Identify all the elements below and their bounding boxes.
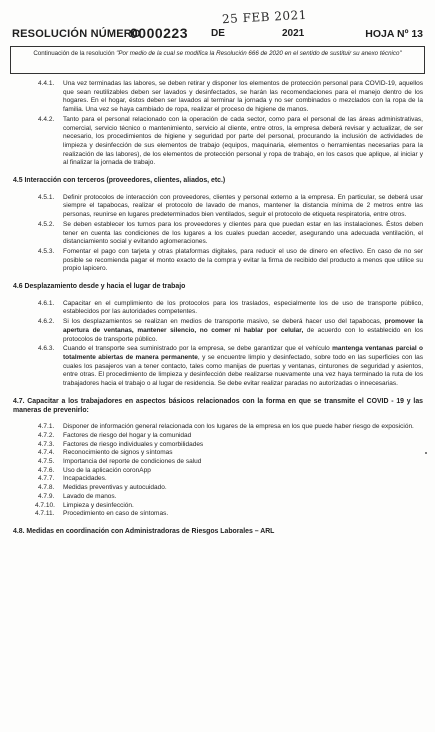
- item-4-7-1: [13, 423, 423, 432]
- item-number: 4.6.2.: [38, 318, 55, 326]
- document-body: [13, 80, 423, 545]
- item-text: Factores de riesgo individuales y comorbilidades: [63, 440, 204, 448]
- item-4-5-1: [13, 194, 423, 220]
- item-text: Procedimiento en caso de síntomas.: [63, 510, 169, 518]
- section-4-7-title: 4.7. Capacitar a los trabajadores en aspectos básicos relacionados con la forma en que se transmite el COVID - 19 y las maneras de prevenirlo:: [13, 397, 423, 414]
- item-number: 4.5.1.: [38, 193, 55, 201]
- item-number: 4.5.2.: [38, 220, 55, 228]
- item-text-bold: mantenga ventanas parcial o totalmente abiertas de manera permanente: [63, 345, 423, 361]
- item-text: Fomentar el pago con tarjeta y otras plataformas digitales, para reducir el uso de dinero en efectivo. En caso de no ser posible se recomienda pagar el monto exacto de la compra y evitar la firma de recibido del producto a menos que utilice su propio lapicero.: [63, 247, 423, 273]
- item-number: 4.7.4.: [38, 449, 55, 457]
- item-text: [63, 345, 423, 387]
- item-number: 4.7.9.: [38, 492, 55, 500]
- item-text: [63, 318, 423, 342]
- item-text-part: Si los desplazamientos se realizan en medios de transporte masivo, se deberá hacer uso del tapabocas,: [63, 318, 385, 326]
- item-text: Limpieza y desinfección.: [63, 501, 134, 509]
- item-text: Factores de riesgo del hogar y la comunidad: [63, 431, 192, 439]
- item-text: Incapacidades.: [63, 475, 107, 483]
- scan-speck: [425, 452, 427, 454]
- section-4-8-title: 4.8. Medidas en coordinación con Administradoras de Riesgos Laborales – ARL: [13, 527, 275, 535]
- item-4-7-5: [13, 458, 423, 467]
- item-number: 4.7.5.: [38, 458, 55, 466]
- item-text: Uso de la aplicación coronApp: [63, 466, 151, 474]
- item-text: Importancia del reporte de condiciones de salud: [63, 458, 202, 466]
- page-header: [10, 22, 425, 44]
- continuation-lead: Continuación de la resolución: [33, 50, 117, 57]
- item-text: Capacitar en el cumplimiento de los protocolos para los traslados, especialmente los de uso de transporte público, establecidos por las autoridades competentes.: [63, 299, 423, 316]
- item-number: 4.5.3.: [38, 247, 55, 255]
- item-text-part: Cuando el transporte sea suministrado por la empresa, se debe garantizar que el vehículo: [63, 345, 333, 353]
- section-4-5-title: 4.5 Interacción con terceros (proveedores, clientes, aliados, etc.): [13, 177, 226, 185]
- item-4-7-4: [13, 449, 423, 458]
- item-number: 4.7.11.: [35, 510, 55, 518]
- item-4-7-2: [13, 432, 423, 441]
- item-4-7-10: [13, 502, 423, 511]
- date-label: DE: [211, 28, 225, 39]
- resolution-number: 0000223: [130, 25, 189, 41]
- item-text-part: de acuerdo con lo establecido en los protocolos de transporte público.: [63, 326, 423, 343]
- item-4-5-2: [13, 221, 423, 247]
- item-number: 4.7.8.: [38, 484, 55, 492]
- item-text-bold: promover la apertura de ventanas, mantener silencio, no comer ni hablar por celular,: [63, 318, 423, 334]
- handwritten-date: 25 FEB 2021: [221, 7, 308, 27]
- item-number: 4.4.1.: [38, 80, 55, 87]
- item-4-7-3: [13, 441, 423, 450]
- item-4-6-3: [13, 345, 423, 389]
- item-text: Definir protocolos de interacción con proveedores, clientes y personal externo a la empresa. En particular, se deberá usar siempre el tapabocas, realizar el protocolo de lavado de manos, mantener la distancia mínima de 2 metros entre las personas, reunirse en lugares predeterminados bien ventilados, seguir el protocolo de etiqueta respiratoria, entre otros.: [63, 193, 423, 219]
- item-text: Lavado de manos.: [63, 492, 117, 500]
- item-number: 4.7.3.: [38, 440, 55, 448]
- item-4-7-7: [13, 475, 423, 484]
- item-number: 4.7.6.: [38, 466, 55, 474]
- item-number: 4.7.10.: [35, 501, 55, 509]
- item-4-7-11: [13, 510, 423, 519]
- item-number: 4.7.1.: [38, 423, 55, 431]
- item-4-6-2: [13, 318, 423, 344]
- item-number: 4.4.2.: [38, 115, 55, 123]
- item-4-6-1: [13, 300, 423, 317]
- continuation-text: [15, 50, 420, 59]
- item-number: 4.6.3.: [38, 345, 55, 353]
- section-4-6-title: 4.6 Desplazamiento desde y hacia el lugar de trabajo: [13, 283, 186, 291]
- item-text: Reconocimiento de signos y síntomas: [63, 449, 173, 457]
- section-4-7-list: [13, 423, 423, 519]
- page-number: HOJA Nº 13: [365, 28, 423, 40]
- item-text: Una vez terminadas las labores, se deben retirar y disponer los elementos de protección personal para COVID-19, aquellos que sean reutilizables deben ser lavados y desinfectados, se harán las recomendaciones para el manejo dentro de los hogares. En el hogar, éstos deben ser lavados al terminar la jornada y no ser combinados o mezclados con la ropa de la familia. Una vez se haya cambiado de ropa, realizar el proceso de higiene de manos.: [63, 80, 423, 114]
- item-4-7-9: [13, 493, 423, 502]
- item-4-7-8: [13, 484, 423, 493]
- item-text: Se deben establecer los turnos para los proveedores y clientes para que puedan estar en las instalaciones. Éstos deben tener en cuenta las condiciones de los lugares a los cuales puedan acceder, asegurando una adecuada ventilación, el distanciamiento social y evitando aglomeraciones.: [63, 220, 423, 246]
- continuation-box: [10, 46, 425, 74]
- item-text: Tanto para el personal relacionado con la operación de cada sector, como para el personal de las áreas administrativas, comercial, servicio técnico o mantenimiento, servicio al cliente, entre otros, la empresa deberá revisar y actualizar, de ser necesario, los procedimientos de higiene y seguridad por parte del personal, procurando la inclusión de actividades de limpieza y desinfección de sus elementos de trabajo (equipos, maquinaria, elementos o herramientas necesarias para la realización de las labores), de los elementos de protección personal y ropa de trabajo, en los casos que aplique, al iniciar y al finalizar la jornada de trabajo.: [63, 115, 423, 167]
- item-number: 4.7.7.: [38, 475, 55, 483]
- item-text: Disponer de información general relacionada con los lugares de la empresa en los que puede haber riesgo de exposición.: [63, 423, 414, 431]
- resolution-label: RESOLUCIÓN NÚMERO: [12, 28, 141, 40]
- item-number: 4.7.2.: [38, 431, 55, 439]
- item-4-7-6: [13, 467, 423, 476]
- item-4-5-3: [13, 248, 423, 274]
- resolution-year: 2021: [282, 28, 305, 39]
- item-text-part: , y se encuentre limpio y desinfectado, sobre todo en las superficies con las cuales los pasajeros van a tener contacto, tales como manijas de puertas y ventanas, cinturones de seguridad y asientos, entre otras. El procedimiento de limpieza y desinfección debe realizarse nuevamente una vez haya terminado la ruta de los trabajadores hacia el trabajo o al lugar de residencia. Se debe evitar realizar paradas no autorizadas o innecesarias.: [63, 353, 423, 388]
- continuation-title: "Por medio de la cual se modifica la Resolución 666 de 2020 en el sentido de sustituir su anexo técnico": [116, 50, 402, 57]
- item-4-4-2: [13, 116, 423, 168]
- item-text: Medidas preventivas y autocuidado.: [63, 484, 167, 492]
- item-4-4-1: [13, 80, 423, 115]
- item-number: 4.6.1.: [38, 299, 55, 307]
